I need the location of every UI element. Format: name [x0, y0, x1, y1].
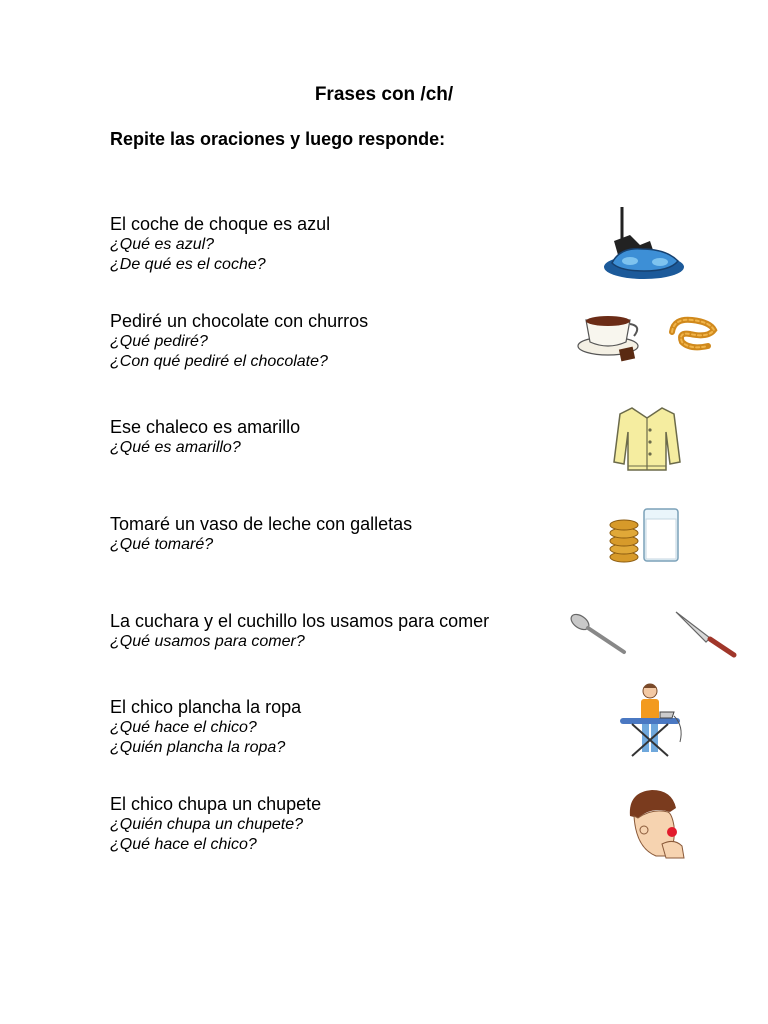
- spoon-icon: [566, 608, 632, 660]
- sentence: Ese chaleco es amarillo: [110, 417, 301, 437]
- question: ¿Qué tomaré?: [110, 536, 214, 553]
- bumper-car-icon: [600, 205, 690, 283]
- sentence: El chico plancha la ropa: [110, 697, 302, 717]
- sentence: Pediré un chocolate con churros: [110, 311, 369, 331]
- question: ¿Quién chupa un chupete?: [110, 816, 304, 833]
- sentence: El coche de choque es azul: [110, 214, 331, 234]
- cookies-milk-icon: [606, 505, 686, 567]
- exercise-item: [110, 310, 750, 372]
- question: ¿Qué pediré?: [110, 333, 208, 350]
- question: ¿Qué hace el chico?: [110, 719, 257, 736]
- exercise-item: [110, 610, 750, 652]
- question: ¿Qué es azul?: [110, 236, 215, 253]
- question: ¿De qué es el coche?: [110, 256, 266, 273]
- sentence: La cuchara y el cuchillo los usamos para comer: [110, 611, 490, 631]
- instruction-text: Repite las oraciones y luego responde:: [110, 129, 446, 149]
- cardigan-icon: [610, 402, 684, 476]
- chocolate-cup-icon: [576, 306, 646, 366]
- sentence: Tomaré un vaso de leche con galletas: [110, 514, 413, 534]
- churros-icon: [664, 312, 724, 356]
- question: ¿Con qué pediré el chocolate?: [110, 353, 328, 370]
- knife-icon: [672, 608, 740, 660]
- boy-lollipop-icon: [622, 786, 692, 864]
- sentence: El chico chupa un chupete: [110, 794, 322, 814]
- question: ¿Quién plancha la ropa?: [110, 739, 286, 756]
- question: ¿Qué es amarillo?: [110, 439, 241, 456]
- question: ¿Qué hace el chico?: [110, 836, 257, 853]
- page-title: Frases con /ch/: [314, 84, 454, 105]
- ironing-boy-icon: [614, 682, 686, 762]
- question: ¿Qué usamos para comer?: [110, 633, 305, 650]
